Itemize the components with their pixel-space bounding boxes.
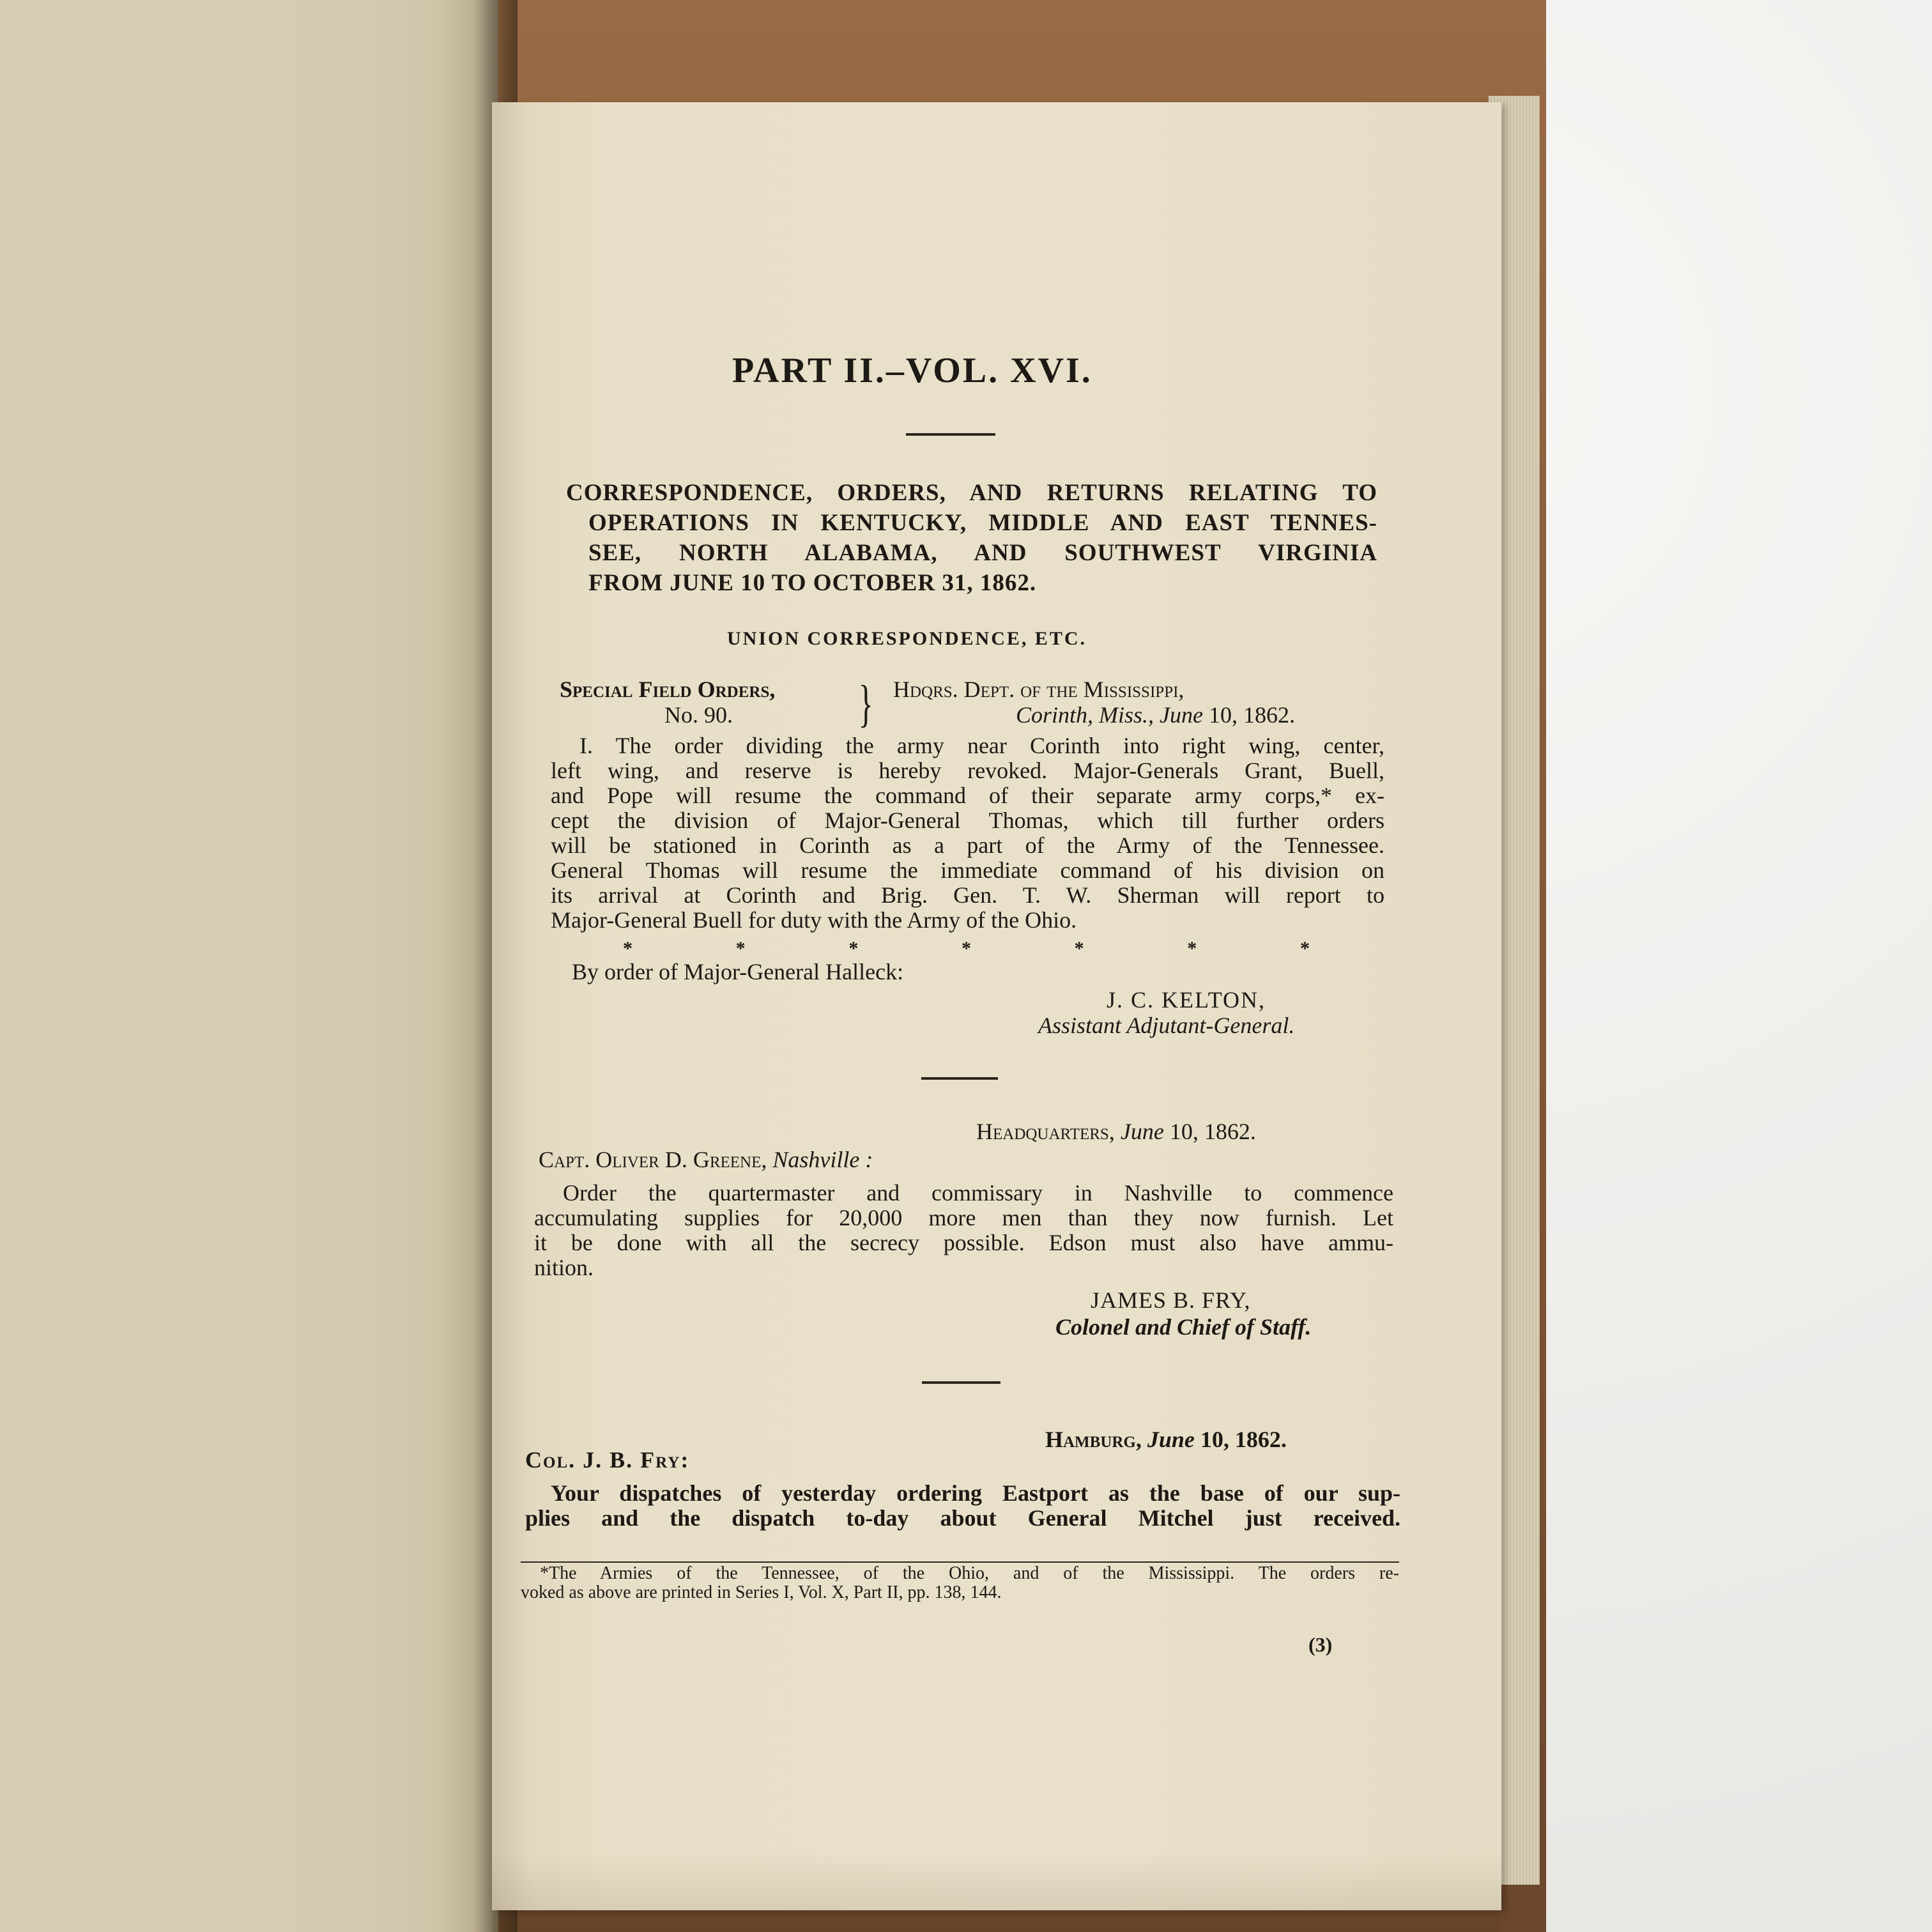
- section-heading: [566, 478, 1377, 598]
- dispatch2-addressee: Col. J. B. Fry:: [525, 1447, 690, 1473]
- dispatch2-line: Your dispatches of yesterday ordering Eastport as the base of our sup-: [551, 1480, 1400, 1506]
- dispatch1-line: nition.: [534, 1255, 594, 1280]
- star: *: [1300, 938, 1310, 959]
- dispatch1-addressee-line: [539, 1147, 873, 1172]
- section-rule: [921, 1077, 998, 1080]
- star: *: [961, 938, 971, 959]
- order-label: Special Field Orders,: [560, 677, 776, 702]
- footnote: [521, 1564, 1399, 1602]
- dispatch1-line: it be done with all the secrecy possible. Edson must also have ammu-: [534, 1230, 1393, 1255]
- order-place-date: [1016, 703, 1295, 728]
- order-line: and Pope will resume the command of their separate army corps,* ex-: [551, 783, 1384, 808]
- dispatch1-signer: JAMES B. FRY,: [1091, 1287, 1251, 1313]
- dispatch2-body: [525, 1481, 1400, 1531]
- section-rule: [922, 1381, 1000, 1384]
- dispatch1-addressee-place: Nashville :: [772, 1147, 873, 1172]
- page-title: PART II.–VOL. XVI.: [732, 351, 1092, 390]
- order-line: will be stationed in Corinth as a part of the Army of the Tennessee.: [551, 832, 1384, 858]
- dispatch2-date: 10, 1862.: [1200, 1427, 1287, 1452]
- dispatch1-addressee: Capt. Oliver D. Greene,: [539, 1147, 767, 1172]
- by-order-line: By order of Major-General Halleck:: [572, 959, 904, 985]
- dispatch1-signer-title: Colonel and Chief of Staff.: [1055, 1314, 1312, 1340]
- order-line: its arrival at Corinth and Brig. Gen. T. W. Sherman will report to: [551, 882, 1384, 908]
- order-headquarters: Hdqrs. Dept. of the Mississippi,: [893, 677, 1184, 702]
- dispatch1-line: Order the quartermaster and commissary in Nashville to commence: [563, 1180, 1393, 1206]
- dispatch1-body: [534, 1181, 1393, 1280]
- star: *: [848, 938, 859, 959]
- dispatch1-line: accumulating supplies for 20,000 more men than they now furnish. Let: [534, 1205, 1393, 1230]
- order-signer-title: Assistant Adjutant-General.: [1038, 1013, 1295, 1038]
- dispatch1-date: 10, 1862.: [1169, 1119, 1256, 1144]
- order-line: left wing, and reserve is hereby revoked. Major-Generals Grant, Buell,: [551, 758, 1384, 783]
- dispatch1-month: June: [1120, 1119, 1164, 1144]
- dispatch2-month: June: [1147, 1427, 1195, 1452]
- order-line: I. The order dividing the army near Corinth into right wing, center,: [579, 733, 1384, 758]
- order-date: 10, 1862.: [1209, 702, 1295, 728]
- star: *: [1074, 938, 1084, 959]
- ellipsis-stars: [623, 938, 1310, 960]
- order-number: No. 90.: [664, 702, 733, 728]
- dispatch1-header: [976, 1119, 1256, 1144]
- title-rule: [906, 433, 995, 436]
- footnote-line: voked as above are printed in Series I, Vol. X, Part II, pp. 138, 144.: [521, 1583, 1002, 1602]
- footnote-rule: [521, 1561, 1399, 1563]
- order-signer: J. C. KELTON,: [1107, 987, 1266, 1013]
- heading-line: SEE, NORTH ALABAMA, AND SOUTHWEST VIRGINIA: [588, 540, 1377, 566]
- star: *: [735, 938, 746, 959]
- order-place: Corinth, Miss., June: [1016, 702, 1203, 728]
- page-number: (3): [1308, 1633, 1333, 1656]
- order-line: cept the division of Major-General Thomas, which till further orders: [551, 808, 1384, 833]
- section-subheading: UNION CORRESPONDENCE, ETC.: [727, 628, 1087, 649]
- order-body: [551, 733, 1384, 933]
- footnote-line: *The Armies of the Tennessee, of the Ohio, and of the Mississippi. The orders re-: [540, 1563, 1399, 1583]
- brace-glyph: }: [858, 676, 873, 732]
- order-line: Major-General Buell for duty with the Army of the Ohio.: [551, 907, 1077, 933]
- heading-line: FROM JUNE 10 TO OCTOBER 31, 1862.: [588, 570, 1037, 596]
- heading-line: CORRESPONDENCE, ORDERS, AND RETURNS RELATING TO: [566, 480, 1377, 506]
- order-line: General Thomas will resume the immediate command of his division on: [551, 857, 1384, 883]
- dispatch2-line: plies and the dispatch to-day about General Mitchel just received.: [525, 1505, 1400, 1531]
- dispatch2-header: [1045, 1427, 1287, 1452]
- dispatch1-place: Headquarters,: [976, 1119, 1115, 1144]
- star: *: [1187, 938, 1197, 959]
- star: *: [623, 938, 632, 959]
- dispatch2-place: Hamburg,: [1045, 1427, 1142, 1452]
- heading-line: OPERATIONS IN KENTUCKY, MIDDLE AND EAST TENNES-: [588, 510, 1377, 536]
